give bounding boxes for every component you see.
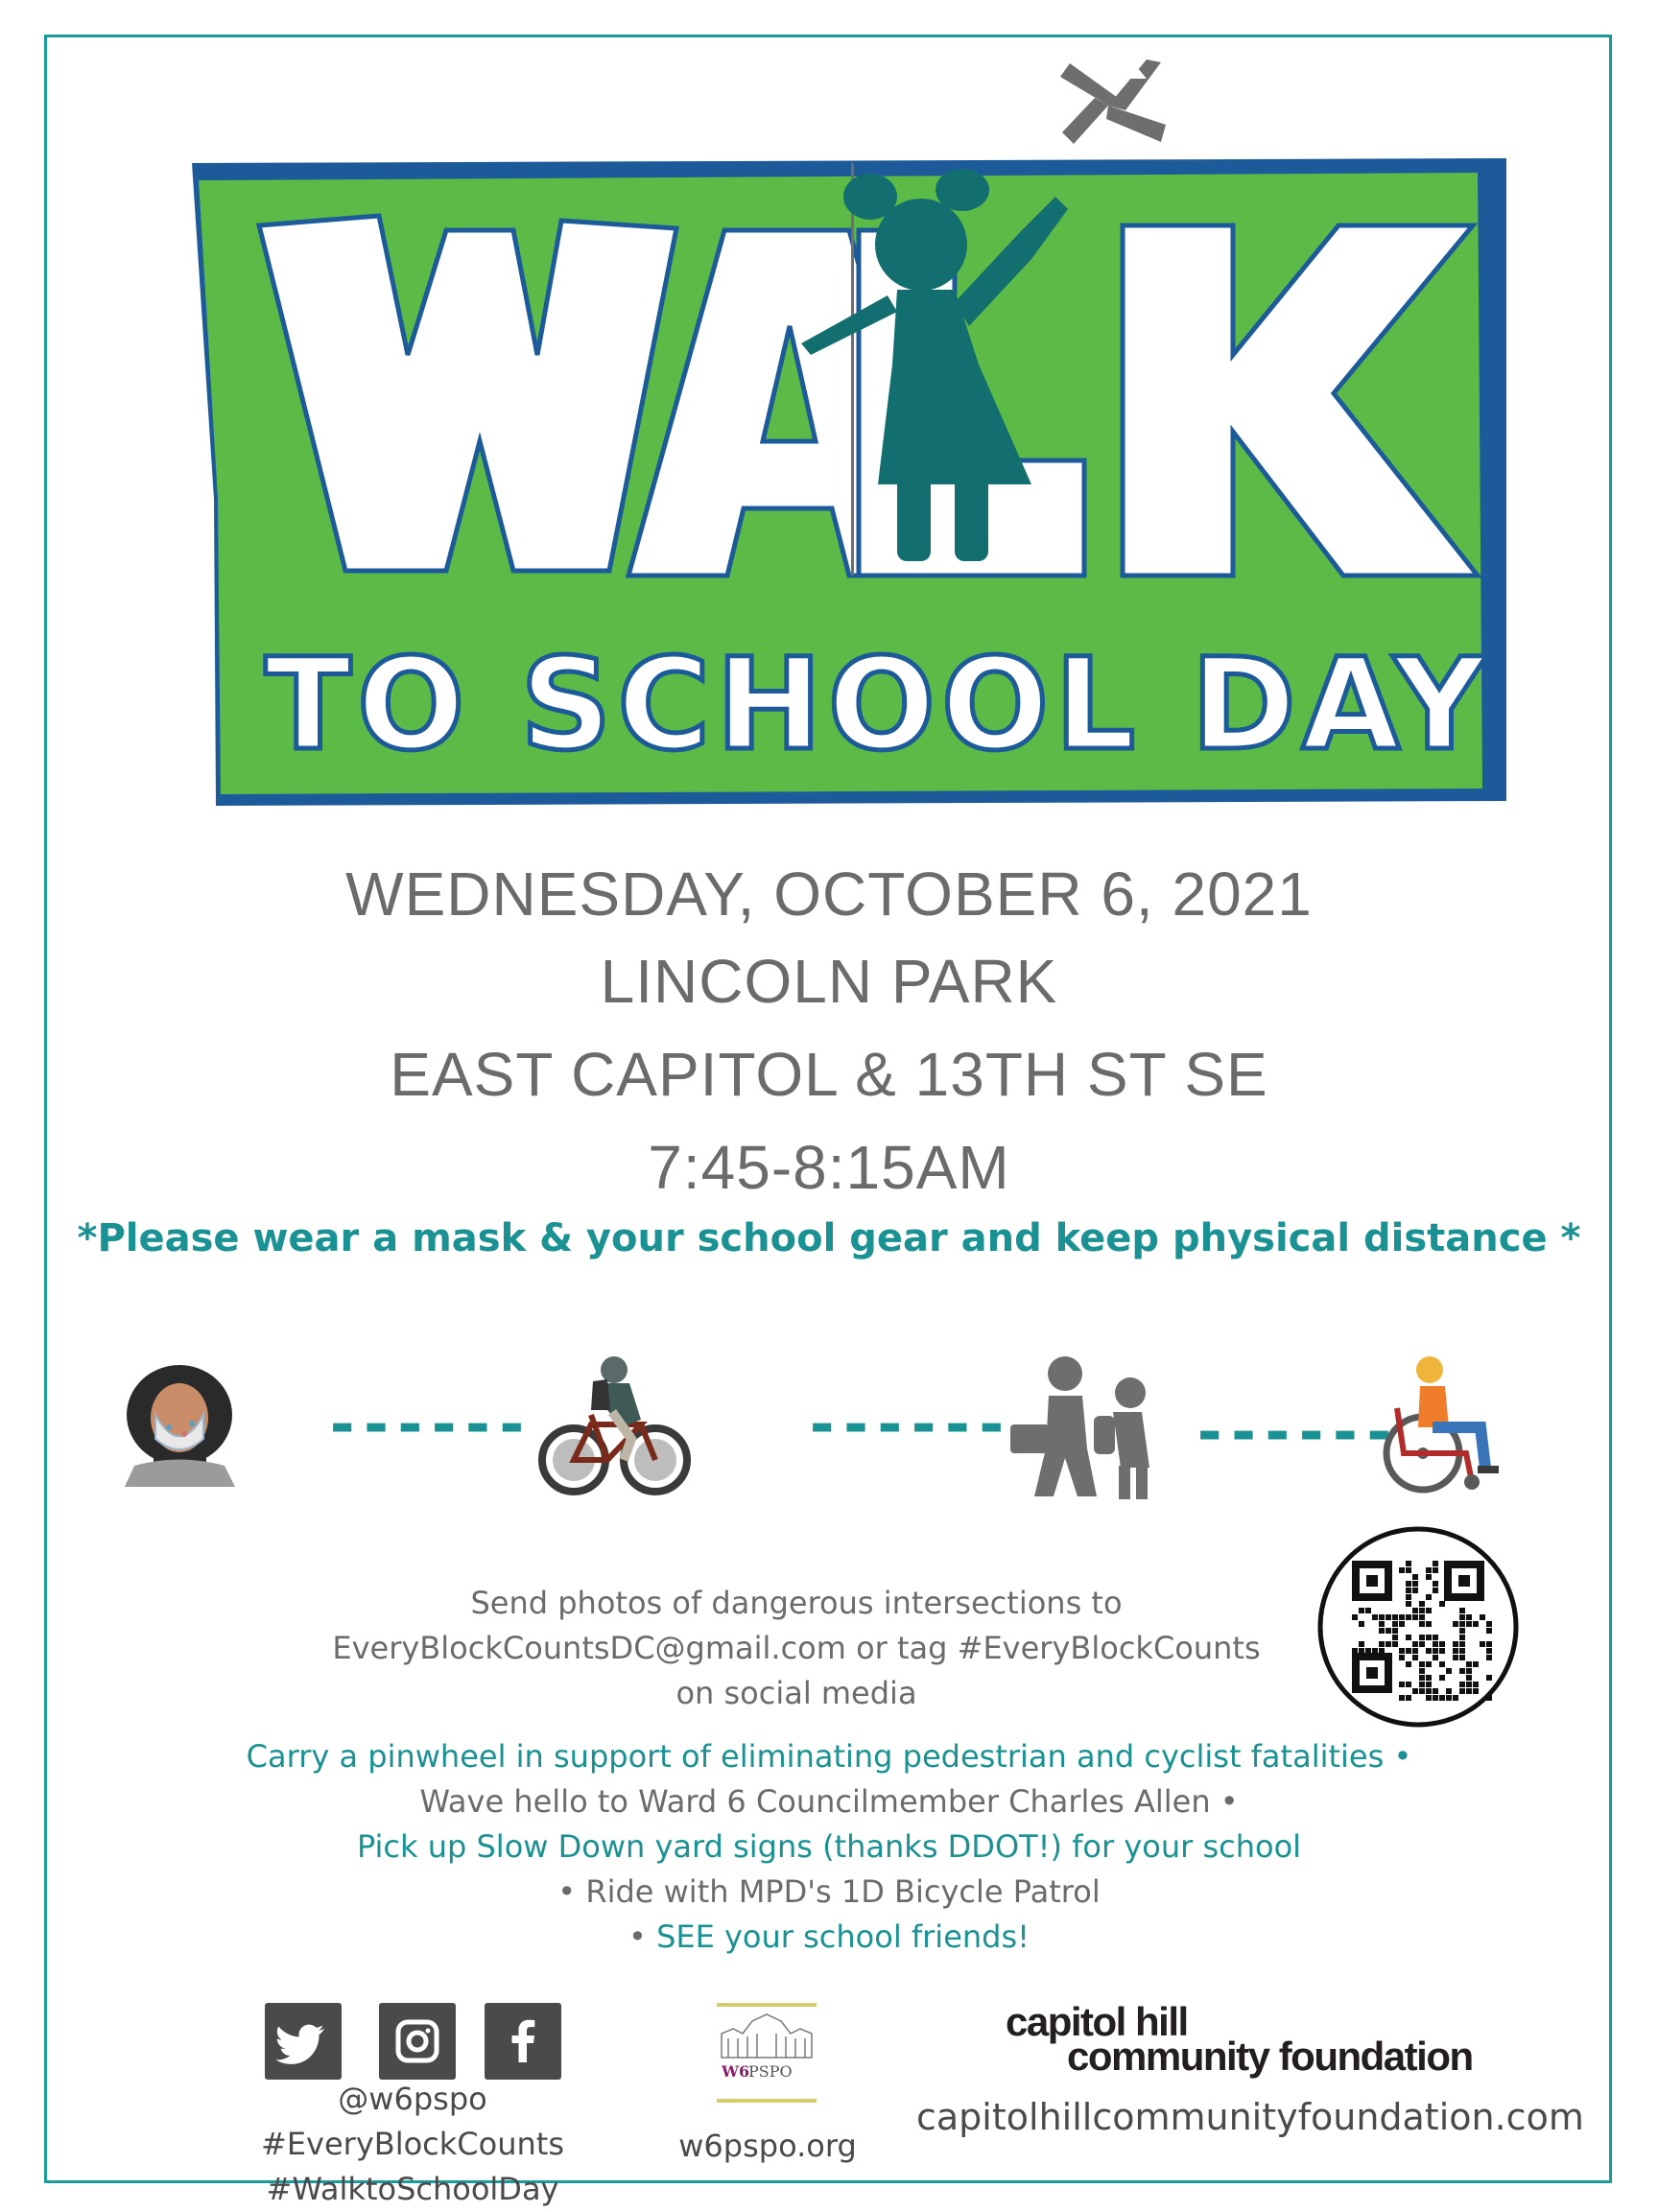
bullet: • — [1393, 1738, 1412, 1775]
bullet: • — [628, 1918, 647, 1955]
hashtag-walk-to-school: #WalktoSchoolDay — [266, 2171, 559, 2207]
chcf-url[interactable]: capitolhillcommunityfoundation.com — [916, 2096, 1584, 2138]
separator-2: ------ — [804, 1389, 1007, 1459]
bullet: • — [1220, 1783, 1239, 1820]
send-line-1: Send photos of dangerous intersections to — [470, 1585, 1123, 1621]
event-date: WEDNESDAY, OCTOBER 6, 2021 — [345, 859, 1313, 929]
separator-1: ------ — [324, 1389, 528, 1459]
send-line-3: on social media — [675, 1675, 917, 1711]
w6-text: W6 — [722, 2062, 750, 2081]
mask-note: *Please wear a mask & your school gear and keep physical distance * — [77, 1216, 1581, 1260]
qr-code-icon[interactable] — [1317, 1526, 1519, 1728]
chcf-line-2: community foundation — [1067, 2034, 1473, 2079]
bullet: • — [557, 1873, 577, 1910]
w6pspo-logo — [714, 2000, 819, 2106]
activity-bike-patrol: Ride with MPD's 1D Bicycle Patrol — [585, 1873, 1101, 1910]
instagram-icon[interactable] — [379, 2003, 456, 2080]
walking-students-icon — [1006, 1353, 1159, 1501]
facebook-icon[interactable] — [485, 2003, 561, 2080]
handle-text[interactable]: @w6pspo — [338, 2081, 487, 2117]
send-photos-text — [288, 1581, 1305, 1716]
cyclist-icon — [535, 1353, 694, 1496]
event-address: EAST CAPITOL & 13TH ST SE — [390, 1040, 1268, 1109]
twitter-icon[interactable] — [265, 2003, 342, 2080]
send-line-2: EveryBlockCountsDC@gmail.com or tag #EveryBlockCounts — [332, 1630, 1261, 1666]
w6pspo-url[interactable]: w6pspo.org — [678, 2128, 857, 2164]
activities-list — [0, 1734, 1658, 1960]
activity-pinwheel: Carry a pinwheel in support of eliminating pedestrian and cyclist fatalities — [246, 1738, 1385, 1775]
hashtag-every-block: #EveryBlockCounts — [261, 2126, 564, 2162]
activity-wave: Wave hello to Ward 6 Councilmember Charles Allen — [419, 1783, 1211, 1820]
separator-3: ------ — [1192, 1397, 1395, 1467]
event-time: 7:45-8:15AM — [648, 1133, 1010, 1202]
pspo-text: PSPO — [748, 2062, 793, 2081]
event-place: LINCOLN PARK — [600, 947, 1058, 1016]
chcf-line-1: capitol hill — [1006, 1999, 1188, 2044]
wheelchair-user-icon — [1380, 1353, 1504, 1496]
activity-see-friends: SEE your school friends! — [656, 1918, 1030, 1955]
pinwheel-icon — [1060, 59, 1166, 144]
social-handles — [230, 2077, 595, 2212]
walk-to-school-day-logo — [187, 38, 1530, 815]
activity-yard-signs: Pick up Slow Down yard signs (thanks DDOT!) for your school — [356, 1828, 1302, 1865]
to-school-day-text: TO SCHOOL DAY — [265, 631, 1491, 779]
chcf-logo-text — [1006, 1999, 1473, 2079]
masked-person-icon — [125, 1362, 235, 1487]
